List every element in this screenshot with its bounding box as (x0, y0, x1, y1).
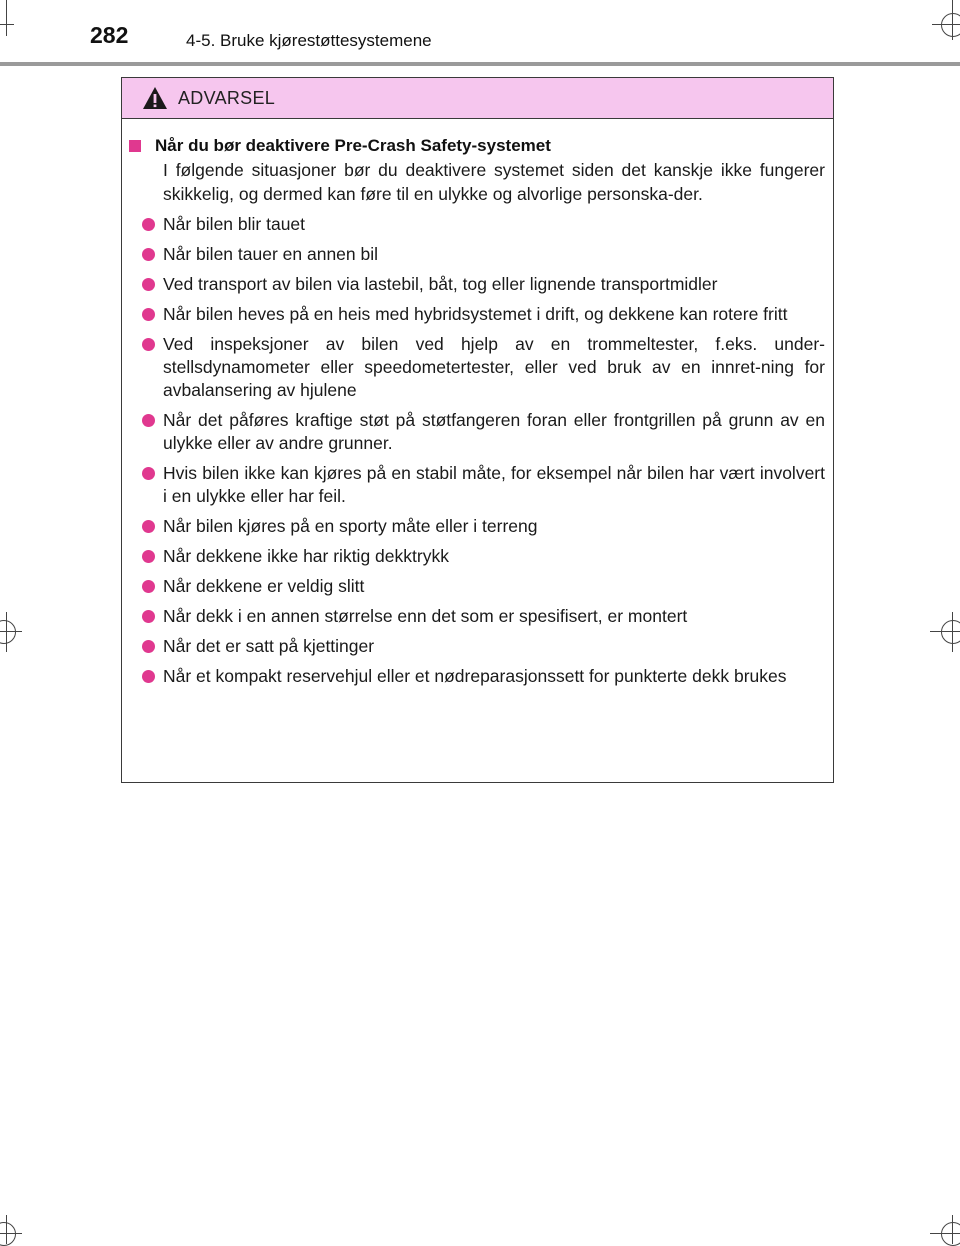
list-item (129, 665, 825, 688)
list-item (129, 333, 825, 402)
round-bullet-icon (142, 278, 155, 291)
round-bullet-icon (142, 467, 155, 480)
round-bullet-icon (142, 414, 155, 427)
list-item-text: Når et kompakt reservehjul eller et nødreparasjonssett for punkterte dekk brukes (163, 666, 787, 686)
round-bullet-icon (142, 338, 155, 351)
round-bullet-icon (142, 670, 155, 683)
page-number: 282 (90, 22, 129, 48)
round-bullet-icon (142, 248, 155, 261)
registration-mark-middle-right (941, 620, 960, 644)
list-item-text: Når bilen blir tauet (163, 214, 306, 234)
round-bullet-icon (142, 308, 155, 321)
registration-mark-bottom-right (941, 1222, 960, 1246)
list-item (129, 213, 825, 236)
list-item-text: Hvis bilen ikke kan kjøres på en stabil måte, for eksempel når bilen har vært involvert i en ulykke eller har feil. (163, 463, 825, 506)
registration-mark-middle-left (0, 620, 16, 644)
list-item-text: Når det påføres kraftige støt på støtfangeren foran eller frontgrillen på grunn av en ulykke eller av andre grunner. (163, 410, 825, 453)
square-bullet-icon (129, 140, 141, 152)
list-item-text: Når dekk i en annen størrelse enn det som er spesifisert, er montert (163, 606, 688, 626)
list-item (129, 605, 825, 628)
registration-mark-top-right (941, 13, 960, 37)
list-item-text: Når dekkene ikke har riktig dekktrykk (163, 546, 449, 566)
list-item-text: Når dekkene er veldig slitt (163, 576, 365, 596)
round-bullet-icon (142, 610, 155, 623)
warning-intro: I følgende situasjoner bør du deaktivere systemet siden det kanskje ikke fungerer skikkelig, og dermed kan føre til en ulykke og alvorlige personska-der. (163, 160, 825, 204)
list-item (129, 409, 825, 455)
warning-triangle-icon (142, 86, 168, 110)
header-divider (0, 62, 960, 66)
warning-heading (129, 134, 825, 158)
round-bullet-icon (142, 580, 155, 593)
list-item (129, 515, 825, 538)
list-item-text: Når bilen tauer en annen bil (163, 244, 379, 264)
list-item (129, 635, 825, 658)
list-item-text: Ved transport av bilen via lastebil, båt, tog eller lignende transportmidler (163, 274, 718, 294)
list-item-text: Når bilen heves på en heis med hybridsystemet i drift, og dekkene kan rotere fritt (163, 304, 788, 324)
warning-label: ADVARSEL (178, 88, 276, 108)
round-bullet-icon (142, 218, 155, 231)
list-item (129, 545, 825, 568)
list-item (129, 243, 825, 266)
list-item (129, 462, 825, 508)
round-bullet-icon (142, 520, 155, 533)
registration-mark-bottom-left (0, 1222, 16, 1246)
list-item (129, 273, 825, 296)
situation-list (129, 213, 825, 688)
warning-box (121, 77, 834, 783)
warning-heading-text: Når du bør deaktivere Pre-Crash Safety-systemet (155, 136, 551, 155)
list-item (129, 303, 825, 326)
round-bullet-icon (142, 550, 155, 563)
warning-header (122, 78, 833, 119)
section-title: 4-5. Bruke kjørestøttesystemene (186, 31, 432, 50)
list-item-text: Når bilen kjøres på en sporty måte eller i terreng (163, 516, 538, 536)
list-item (129, 575, 825, 598)
list-item-text: Ved inspeksjoner av bilen ved hjelp av en trommeltester, f.eks. under-stellsdynamometer eller speedometertester, eller ved bruk av en innret-ning for avbalansering av hjulene (163, 334, 825, 400)
round-bullet-icon (142, 640, 155, 653)
warning-content (129, 134, 825, 695)
list-item-text: Når det er satt på kjettinger (163, 636, 375, 656)
